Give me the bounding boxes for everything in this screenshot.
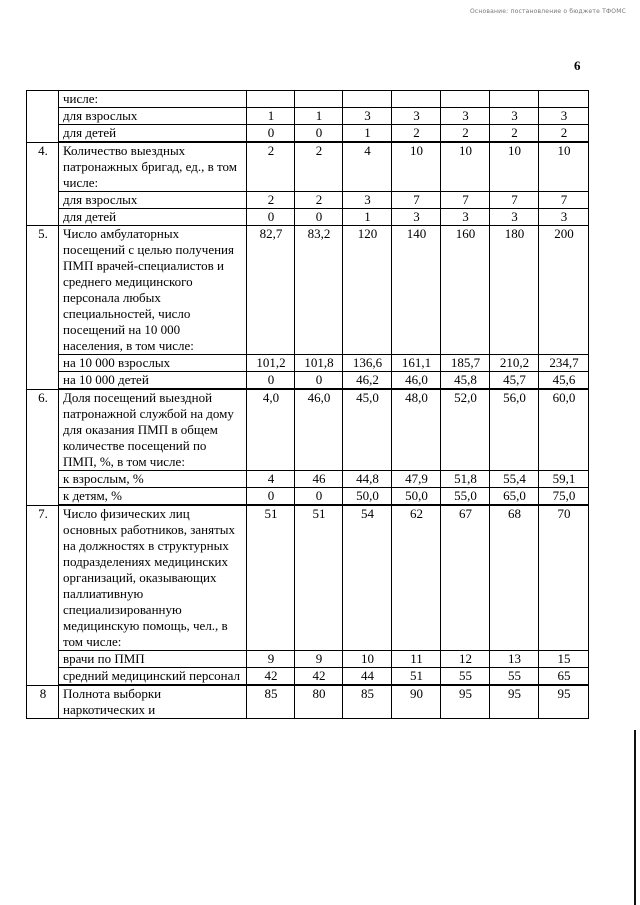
row-label: на 10 000 взрослых <box>59 355 247 372</box>
value-cell <box>247 91 295 108</box>
value-cell: 13 <box>490 651 539 668</box>
table-row <box>27 226 589 355</box>
value-cell: 7 <box>539 192 589 209</box>
table-row <box>27 668 589 686</box>
value-cell: 46 <box>295 471 343 488</box>
scan-edge-line <box>634 730 636 905</box>
row-label: врачи по ПМП <box>59 651 247 668</box>
value-cell: 0 <box>295 209 343 226</box>
value-cell: 180 <box>490 226 539 355</box>
value-cell: 3 <box>539 108 589 125</box>
value-cell: 55,4 <box>490 471 539 488</box>
table-row <box>27 108 589 125</box>
value-cell: 55 <box>441 668 490 686</box>
value-cell: 95 <box>441 685 490 719</box>
value-cell: 7 <box>441 192 490 209</box>
value-cell: 80 <box>295 685 343 719</box>
row-label: к детям, % <box>59 488 247 506</box>
value-cell: 47,9 <box>392 471 441 488</box>
header-scan-mark: Основание: постановление о бюджете ТФОМС <box>470 8 626 15</box>
value-cell: 11 <box>392 651 441 668</box>
table-row <box>27 685 589 719</box>
value-cell <box>490 91 539 108</box>
row-index: 7. <box>27 505 59 685</box>
value-cell: 51 <box>295 505 343 651</box>
value-cell: 51 <box>392 668 441 686</box>
value-cell <box>295 91 343 108</box>
row-index: 6. <box>27 389 59 505</box>
table-row <box>27 389 589 471</box>
value-cell: 44 <box>343 668 392 686</box>
table-row <box>27 142 589 192</box>
value-cell: 51 <box>247 505 295 651</box>
value-cell: 0 <box>295 488 343 506</box>
value-cell: 45,6 <box>539 372 589 390</box>
value-cell: 210,2 <box>490 355 539 372</box>
table-row <box>27 355 589 372</box>
row-index <box>27 91 59 143</box>
value-cell: 65,0 <box>490 488 539 506</box>
value-cell <box>539 91 589 108</box>
value-cell: 3 <box>343 192 392 209</box>
value-cell: 2 <box>295 192 343 209</box>
value-cell: 67 <box>441 505 490 651</box>
value-cell: 1 <box>247 108 295 125</box>
value-cell: 45,7 <box>490 372 539 390</box>
value-cell: 2 <box>490 125 539 143</box>
value-cell: 75,0 <box>539 488 589 506</box>
value-cell: 59,1 <box>539 471 589 488</box>
value-cell: 82,7 <box>247 226 295 355</box>
value-cell: 136,6 <box>343 355 392 372</box>
table-row <box>27 192 589 209</box>
indicators-table <box>26 90 589 719</box>
value-cell: 1 <box>343 125 392 143</box>
value-cell <box>343 91 392 108</box>
table-row <box>27 91 589 108</box>
value-cell: 7 <box>490 192 539 209</box>
value-cell: 85 <box>343 685 392 719</box>
table-row <box>27 372 589 390</box>
value-cell: 161,1 <box>392 355 441 372</box>
value-cell: 3 <box>490 209 539 226</box>
value-cell: 51,8 <box>441 471 490 488</box>
row-label: Число физических лиц основных работников, занятых на должностях в структурных подразделениях медицинских организаций, оказывающих паллиативную специализированную медицинскую помощь, чел., в том числе: <box>59 505 247 651</box>
value-cell: 9 <box>295 651 343 668</box>
value-cell: 10 <box>441 142 490 192</box>
value-cell: 50,0 <box>343 488 392 506</box>
value-cell <box>441 91 490 108</box>
value-cell: 56,0 <box>490 389 539 471</box>
table-body <box>27 91 589 719</box>
value-cell: 12 <box>441 651 490 668</box>
value-cell: 42 <box>247 668 295 686</box>
value-cell: 120 <box>343 226 392 355</box>
value-cell: 234,7 <box>539 355 589 372</box>
value-cell: 90 <box>392 685 441 719</box>
value-cell: 10 <box>490 142 539 192</box>
value-cell: 3 <box>392 209 441 226</box>
value-cell: 54 <box>343 505 392 651</box>
table-row <box>27 471 589 488</box>
value-cell: 83,2 <box>295 226 343 355</box>
table-row <box>27 488 589 506</box>
value-cell: 2 <box>441 125 490 143</box>
page-number: 6 <box>574 58 581 73</box>
value-cell: 7 <box>392 192 441 209</box>
value-cell: 48,0 <box>392 389 441 471</box>
value-cell: 0 <box>295 372 343 390</box>
table-row <box>27 125 589 143</box>
value-cell: 95 <box>490 685 539 719</box>
value-cell <box>392 91 441 108</box>
value-cell: 3 <box>441 108 490 125</box>
row-label: средний медицинский персонал <box>59 668 247 686</box>
value-cell: 65 <box>539 668 589 686</box>
row-label: для детей <box>59 209 247 226</box>
table-row <box>27 505 589 651</box>
value-cell: 101,2 <box>247 355 295 372</box>
value-cell: 45,8 <box>441 372 490 390</box>
value-cell: 15 <box>539 651 589 668</box>
value-cell: 44,8 <box>343 471 392 488</box>
value-cell: 42 <box>295 668 343 686</box>
value-cell: 55 <box>490 668 539 686</box>
value-cell: 2 <box>247 192 295 209</box>
value-cell: 3 <box>539 209 589 226</box>
row-label: для взрослых <box>59 192 247 209</box>
value-cell: 70 <box>539 505 589 651</box>
value-cell: 2 <box>247 142 295 192</box>
value-cell: 0 <box>247 488 295 506</box>
row-index: 5. <box>27 226 59 390</box>
value-cell: 0 <box>247 372 295 390</box>
value-cell: 9 <box>247 651 295 668</box>
value-cell: 85 <box>247 685 295 719</box>
row-label: к взрослым, % <box>59 471 247 488</box>
row-label: Количество выездных патронажных бригад, ед., в том числе: <box>59 142 247 192</box>
row-label: Доля посещений выездной патронажной службой на дому для оказания ПМП в общем количестве посещений по ПМП, %, в том числе: <box>59 389 247 471</box>
value-cell: 0 <box>295 125 343 143</box>
value-cell: 4 <box>343 142 392 192</box>
value-cell: 2 <box>392 125 441 143</box>
value-cell: 3 <box>343 108 392 125</box>
table-row <box>27 209 589 226</box>
value-cell: 55,0 <box>441 488 490 506</box>
row-label: Полнота выборки наркотических и <box>59 685 247 719</box>
value-cell: 140 <box>392 226 441 355</box>
value-cell: 10 <box>539 142 589 192</box>
value-cell: 0 <box>247 209 295 226</box>
value-cell: 46,2 <box>343 372 392 390</box>
value-cell: 1 <box>295 108 343 125</box>
value-cell: 0 <box>247 125 295 143</box>
row-label: для детей <box>59 125 247 143</box>
value-cell: 200 <box>539 226 589 355</box>
value-cell: 3 <box>490 108 539 125</box>
value-cell: 185,7 <box>441 355 490 372</box>
row-index: 8 <box>27 685 59 719</box>
value-cell: 60,0 <box>539 389 589 471</box>
value-cell: 46,0 <box>295 389 343 471</box>
value-cell: 62 <box>392 505 441 651</box>
value-cell: 10 <box>343 651 392 668</box>
value-cell: 4 <box>247 471 295 488</box>
value-cell: 50,0 <box>392 488 441 506</box>
value-cell: 52,0 <box>441 389 490 471</box>
row-label: для взрослых <box>59 108 247 125</box>
value-cell: 4,0 <box>247 389 295 471</box>
row-label: числе: <box>59 91 247 108</box>
row-label: Число амбулаторных посещений с целью получения ПМП врачей-специалистов и среднего медицинского персонала любых специальностей, число посещений на 10 000 населения, в том числе: <box>59 226 247 355</box>
table-row <box>27 651 589 668</box>
value-cell: 160 <box>441 226 490 355</box>
value-cell: 45,0 <box>343 389 392 471</box>
row-label: на 10 000 детей <box>59 372 247 390</box>
value-cell: 3 <box>392 108 441 125</box>
value-cell: 3 <box>441 209 490 226</box>
value-cell: 1 <box>343 209 392 226</box>
value-cell: 46,0 <box>392 372 441 390</box>
value-cell: 101,8 <box>295 355 343 372</box>
value-cell: 10 <box>392 142 441 192</box>
value-cell: 68 <box>490 505 539 651</box>
value-cell: 95 <box>539 685 589 719</box>
value-cell: 2 <box>539 125 589 143</box>
value-cell: 2 <box>295 142 343 192</box>
row-index: 4. <box>27 142 59 226</box>
